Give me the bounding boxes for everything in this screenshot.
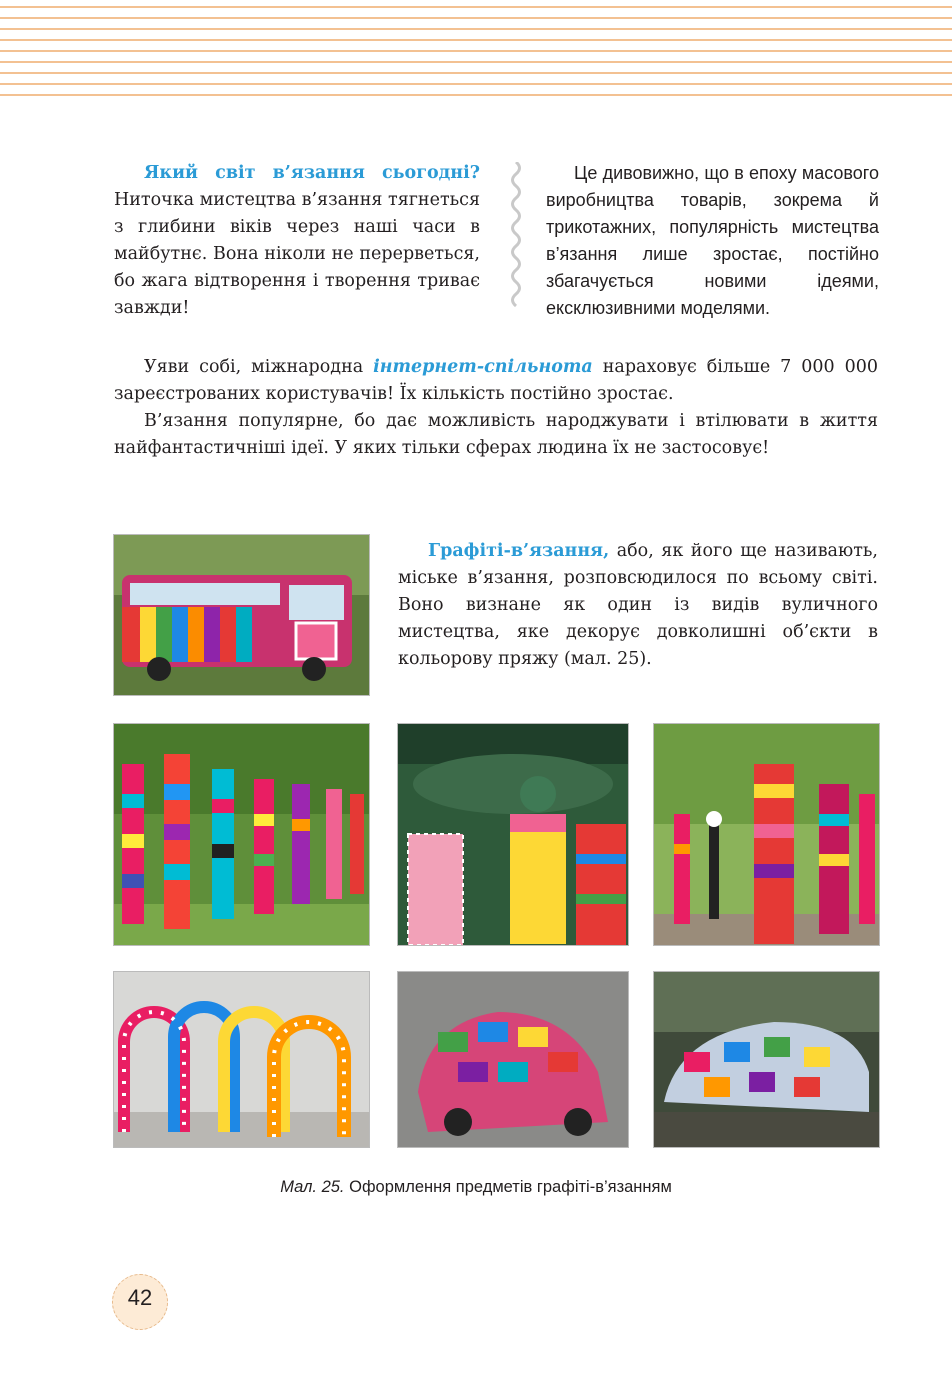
figure-caption	[0, 1178, 952, 1197]
header-stripes	[0, 0, 952, 96]
photo-knitted-bike-racks	[113, 971, 370, 1148]
intro-right-text: Це дивовижно, що в епоху масового виробництва товарів, зокрема й трикотажних, популярність мистецтва в’язання лише зростає, постійно збагачується новими ідеями, ексклюзивними моделями.	[546, 163, 879, 318]
body-text	[114, 354, 878, 462]
p1-after: нараховує більше 7 000 000 зареєстрованих користувачів! Їх кількість постійно зростає.	[114, 357, 878, 404]
photo-knitted-statues	[397, 723, 629, 946]
graffiti-text: або, як його ще називають, міське в’язання, розповсюдилося по всьому світі. Воно визнане як один із видів вуличного мистецтва, яке декорує довколишні об’єкти в кольорову пряжу (мал. 25).	[398, 541, 878, 669]
term-internet-community: інтернет-спільнота	[373, 357, 593, 377]
intro-right-column	[546, 160, 879, 322]
term-graffiti-knitting: Графіті-в’язання,	[428, 541, 610, 561]
p1-before: Уяви собі, міжнародна	[144, 357, 374, 377]
photo-knitted-bus	[113, 534, 370, 696]
paragraph-popularity: В’язання популярне, бо дає можливість народжувати і втілювати в життя найфантастичніші ідеї. У яких тільки сферах людина їх не застосовує!	[114, 411, 878, 458]
paragraph-community	[114, 354, 878, 408]
intro-heading: Який світ в’язання сьогодні?	[144, 163, 480, 183]
caption-text: Оформлення предметів графіті-в’язанням	[344, 1178, 672, 1196]
photo-knitted-trees-street	[653, 723, 880, 946]
wavy-divider	[506, 162, 526, 312]
intro-left-text: Ниточка мистецтва в’язання тягнеться з глибини віків через наші часи в майбутнє. Вона ніколи не перерветься, бо жага відтворення і творення триває завжди!	[114, 190, 480, 318]
photo-knitted-trees-park	[113, 723, 370, 946]
page-number: 42	[127, 1285, 153, 1310]
intro-left-column	[114, 160, 480, 322]
photo-knitted-car-patchwork	[397, 971, 629, 1148]
photo-knitted-car-covered	[653, 971, 880, 1148]
graffiti-paragraph	[398, 538, 878, 673]
caption-label: Мал. 25.	[280, 1178, 345, 1196]
